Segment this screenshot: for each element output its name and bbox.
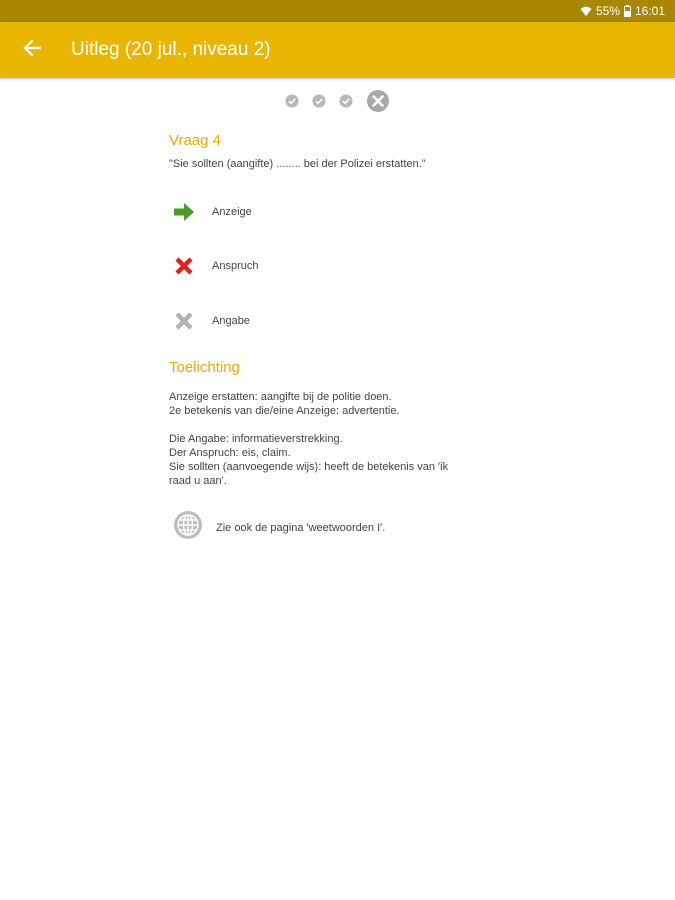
- status-bar: [0, 0, 675, 22]
- x-icon: [169, 309, 199, 333]
- question-text: "Sie sollten (aangifte) ........ bei der Polizei erstatten.": [169, 158, 426, 170]
- check-circle-icon[interactable]: [285, 94, 299, 108]
- x-icon: [169, 254, 199, 278]
- clock: 16:01: [634, 4, 665, 18]
- check-circle-icon[interactable]: [339, 94, 353, 108]
- explanation-line: raad u aan'.: [169, 475, 227, 487]
- explanation-line: Sie sollten (aanvoegende wijs): heeft de betekenis van 'ik: [169, 461, 449, 473]
- battery-icon: [624, 5, 631, 17]
- back-button[interactable]: [16, 34, 48, 66]
- see-also-link[interactable]: [173, 510, 385, 545]
- x-circle-icon[interactable]: [366, 89, 390, 113]
- page-title: Uitleg (20 jul., niveau 2): [71, 39, 271, 60]
- globe-icon: [173, 510, 203, 545]
- option-angabe[interactable]: [169, 309, 250, 333]
- check-circle-icon[interactable]: [312, 94, 326, 108]
- option-anspruch[interactable]: [169, 254, 258, 278]
- option-label: Angabe: [212, 315, 250, 327]
- see-also-text: Zie ook de pagina 'weetwoorden I'.: [216, 521, 386, 534]
- explanation-line: 2e betekenis van die/eine Anzeige: advertentie.: [169, 405, 400, 417]
- status-indicators: [580, 4, 665, 18]
- arrow-left-icon: [23, 39, 41, 62]
- question-content: [169, 132, 509, 534]
- battery-percentage: 55%: [595, 4, 620, 18]
- explanation-title: Toelichting: [169, 359, 240, 376]
- arrow-right-icon: [169, 200, 199, 224]
- option-label: Anzeige: [212, 206, 252, 218]
- option-anzeige[interactable]: [169, 200, 252, 224]
- explanation-line: Anzeige erstatten: aangifte bij de politie doen.: [169, 391, 392, 403]
- explanation-line: Der Anspruch: eis, claim.: [169, 447, 291, 459]
- app-bar: [0, 22, 675, 78]
- option-label: Anspruch: [212, 260, 259, 272]
- question-progress: [0, 89, 675, 113]
- question-title: Vraag 4: [169, 132, 221, 149]
- wifi-icon: [580, 6, 592, 17]
- explanation-line: Die Angabe: informatieverstrekking.: [169, 433, 343, 445]
- explanation-text: [169, 390, 499, 488]
